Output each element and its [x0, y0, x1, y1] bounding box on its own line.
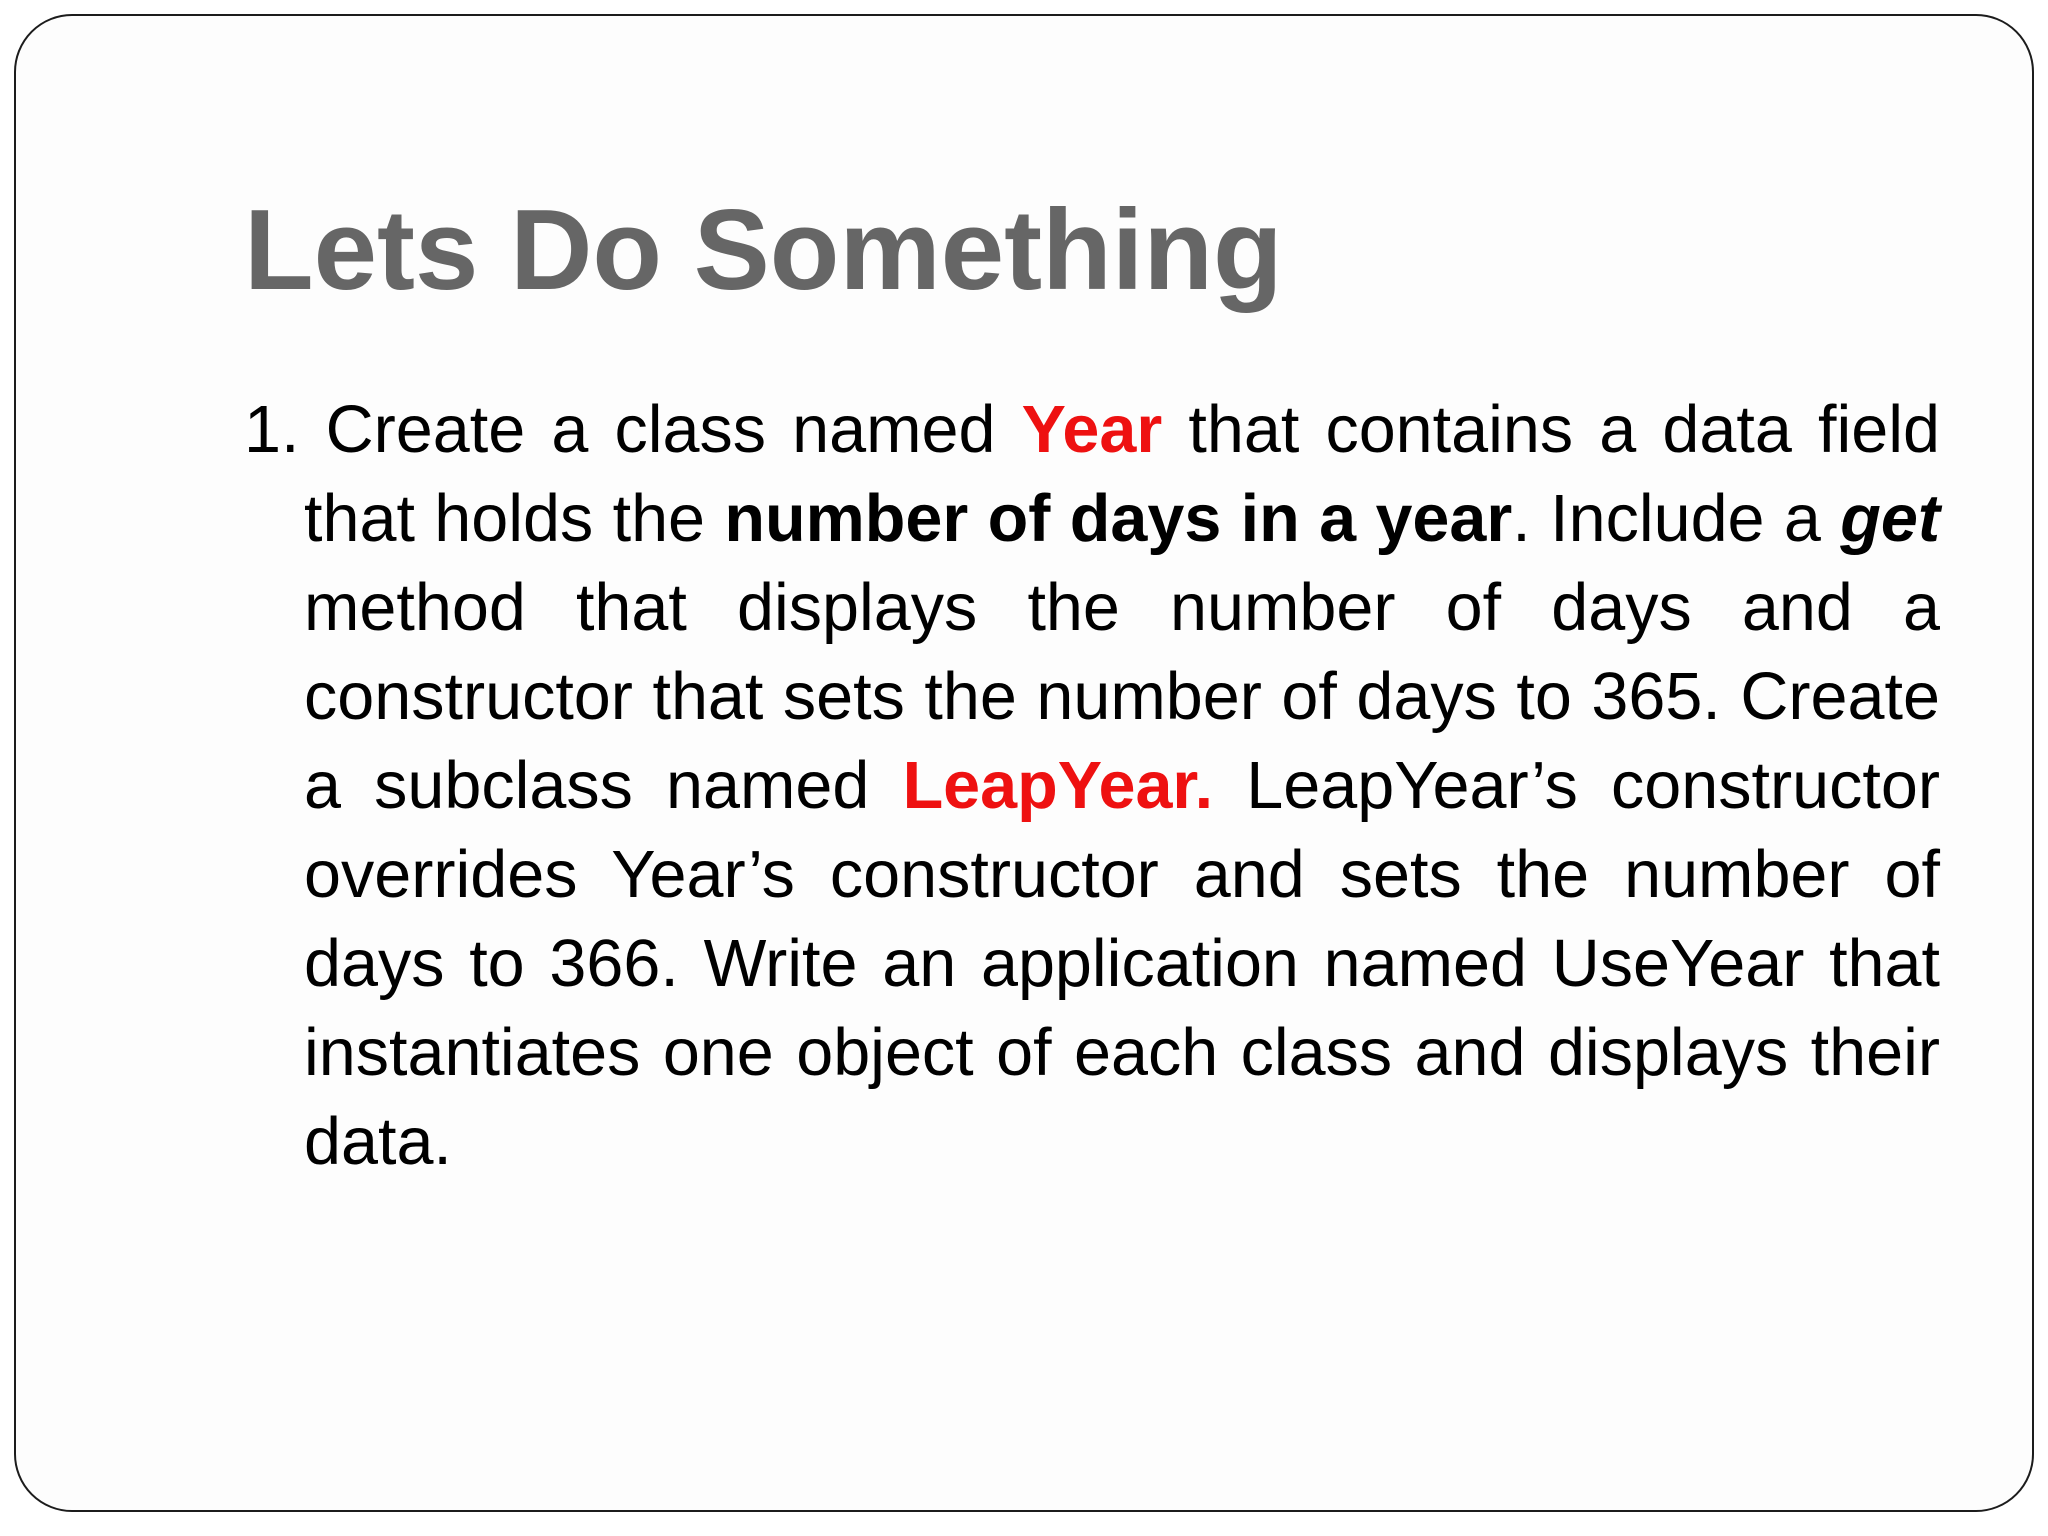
slide-frame: [14, 14, 2034, 1512]
item-text-3: . Include a: [1512, 482, 1841, 556]
field-description: number of days in a year: [724, 482, 1513, 556]
subclass-name-leapyear: LeapYear.: [902, 749, 1214, 823]
item-text-2: that contains a data field that holds the: [304, 393, 1940, 556]
slide-title: Lets Do Something: [244, 187, 1283, 314]
class-name-year: Year: [1021, 393, 1163, 467]
item-text-1: Create a class named: [299, 393, 1022, 467]
item-number: 1.: [244, 393, 300, 467]
exercise-item: [244, 386, 1940, 1187]
method-name-get: get: [1840, 482, 1940, 556]
item-text-5: LeapYear’s constructor overrides Year’s constructor and sets the number of days to 366. Write an application named UseYear that instantiates one object of each class and displays their data.: [304, 749, 1940, 1179]
slide-content: [244, 386, 1940, 1187]
item-text-4: method that displays the number of days and a constructor that sets the number of days to 365. Create a subclass named: [304, 571, 1940, 823]
